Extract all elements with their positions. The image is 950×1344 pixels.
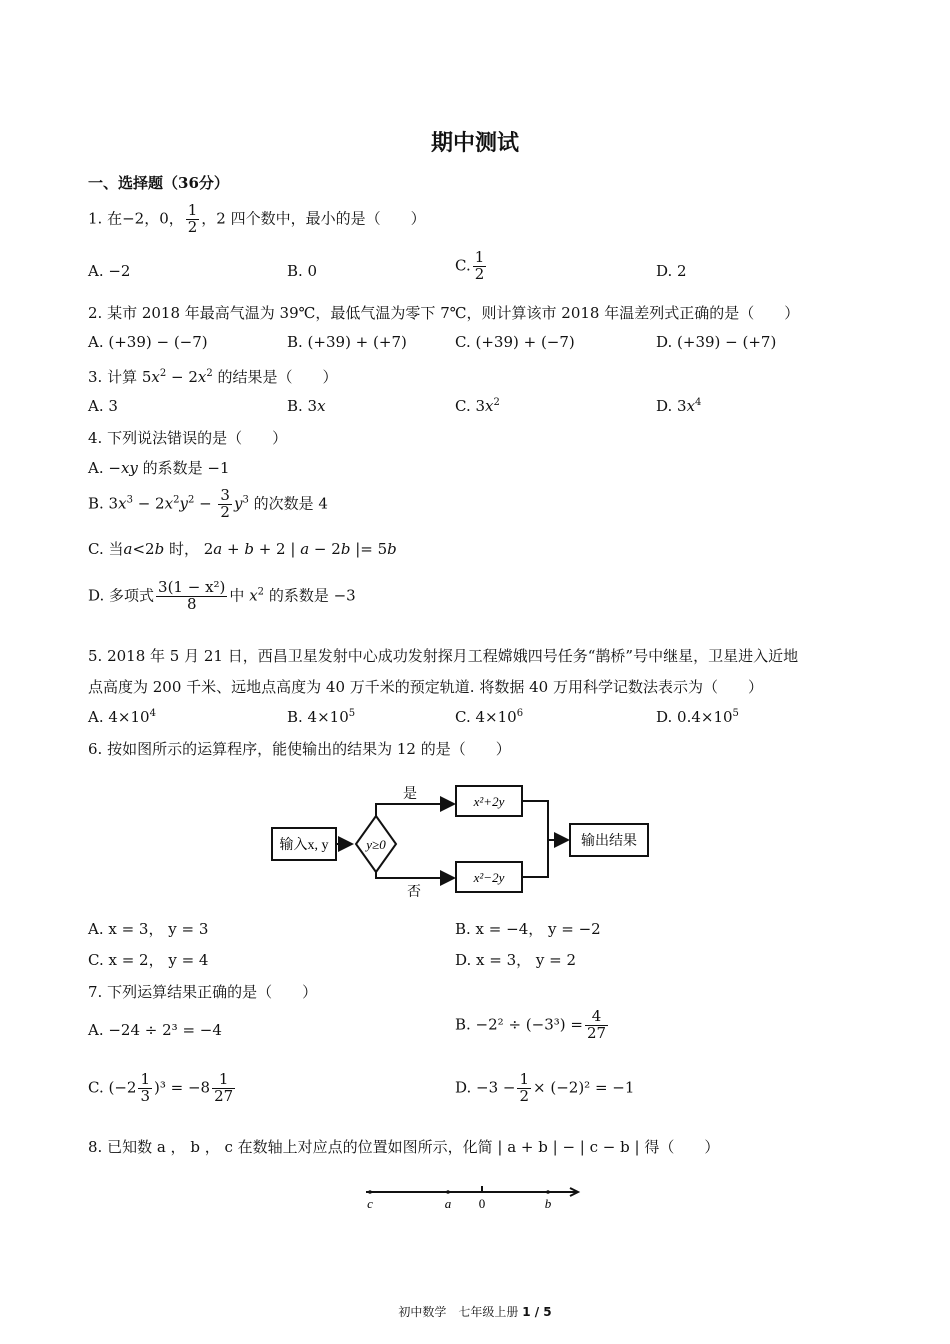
q5-option-b[interactable]: B. $4\times 10^5$ <box>287 708 356 726</box>
q3-option-a[interactable]: A. 3 <box>88 397 118 415</box>
q1-option-b[interactable]: B. 0 <box>287 262 318 280</box>
number-line <box>362 1182 582 1214</box>
q5-option-d[interactable]: D. $0.4\times 10^5$ <box>656 708 739 726</box>
section-heading: 一、选择题（36分） <box>88 174 229 192</box>
q7-option-d[interactable]: D. −3 − $\frac{1}{2}$ × (−2)² = −1 <box>455 1070 635 1105</box>
q7-option-c[interactable]: C. (−2 $\frac{1}{3}$ )³ = −8 $\frac{1}{27}$ <box>88 1070 234 1105</box>
flow-top-expr: x²+2y <box>473 794 505 809</box>
q5-option-c[interactable]: C. $4\times 10^6$ <box>455 708 524 726</box>
flowchart <box>270 770 654 902</box>
q6-option-d[interactable]: D. x = 3， y = 2 <box>455 951 577 969</box>
page-title: 期中测试 <box>430 130 519 156</box>
q2-option-d[interactable]: D. (+39) − (+7) <box>656 333 777 351</box>
q5-option-a[interactable]: A. $4\times 10^4$ <box>88 708 156 726</box>
q1-option-d[interactable]: D. 2 <box>656 262 687 280</box>
question-5-line2: 点高度为 200 千米、远地点高度为 40 万千米的预定轨道. 将数据 40 万用科学记数法表示为（ ） <box>88 678 763 696</box>
flow-input-label: 输入x, y <box>279 838 329 853</box>
q2-option-b[interactable]: B. (+39) + (+7) <box>287 333 407 351</box>
numline-label-b: b <box>544 1196 552 1211</box>
flow-bottom-expr: x²−2y <box>473 870 505 885</box>
q1-option-c[interactable]: C. $\frac{1}{2}$ <box>455 248 485 283</box>
flow-yes-label: 是 <box>403 787 417 802</box>
q2-option-a[interactable]: A. (+39) − (−7) <box>88 333 208 351</box>
page-footer: 初中数学 七年级上册 1 / 5 <box>398 1305 552 1319</box>
q2-option-c[interactable]: C. (+39) + (−7) <box>455 333 575 351</box>
q4-option-d[interactable]: D. 多项式 $\frac{\text{3(1 − x²)}}{8}$ 中 $x^2$ 的系数是 −3 <box>88 578 356 613</box>
flow-condition: y≥0 <box>366 837 386 852</box>
q6-option-a[interactable]: A. x = 3， y = 3 <box>88 920 209 938</box>
page-number: 1 / 5 <box>522 1305 552 1319</box>
q1-option-a[interactable]: A. −2 <box>88 262 131 280</box>
question-8-stem: 8. 已知数 a ， b ， c 在数轴上对应点的位置如图所示，化简 | a + b | − | c − b | 得（ ） <box>88 1138 720 1156</box>
q4-option-b[interactable]: B. $3x^3 - 2x^2y^2$ − $\frac{3}{2}$ $y^3$ 的次数是 4 <box>88 486 328 521</box>
question-1-stem: 1. 在−2，0， $\frac{1}{2}$ ，2 四个数中，最小的是（ ） <box>88 201 426 236</box>
numline-label-c: c <box>367 1196 373 1211</box>
q4-option-c[interactable]: C. 当a<2b 时， 2a + b + 2 | a − 2b |= 5b <box>88 540 397 558</box>
q7-option-a[interactable]: A. −24 ÷ 2³ = −4 <box>88 1021 222 1039</box>
question-7-stem: 7. 下列运算结果正确的是（ ） <box>88 983 318 1001</box>
flow-output-label: 输出结果 <box>581 834 637 849</box>
q6-option-b[interactable]: B. x = −4， y = −2 <box>455 920 601 938</box>
q3-option-c[interactable]: C. $3x^2$ <box>455 397 500 415</box>
q3-option-b[interactable]: B. 3x <box>287 397 326 415</box>
numline-label-zero: 0 <box>478 1196 486 1211</box>
q6-option-c[interactable]: C. x = 2， y = 4 <box>88 951 209 969</box>
q7-option-b[interactable]: B. −2² ÷ (−3³) = $\frac{4}{27}$ <box>455 1007 607 1042</box>
q4-option-a[interactable]: A. −xy 的系数是 −1 <box>88 459 230 477</box>
question-5-line1: 5. 2018 年 5 月 21 日，西昌卫星发射中心成功发射探月工程嫦娥四号任务“鹊桥”号中继星，卫星进入近地 <box>88 647 799 665</box>
numline-label-a: a <box>444 1196 452 1211</box>
fraction: $\frac{1}{2}$ <box>187 201 198 236</box>
q3-option-d[interactable]: D. $3x^4$ <box>656 397 702 415</box>
question-4-stem: 4. 下列说法错误的是（ ） <box>88 429 288 447</box>
flow-no-label: 否 <box>407 885 421 900</box>
question-6-stem: 6. 按如图所示的运算程序，能使输出的结果为 12 的是（ ） <box>88 740 511 758</box>
question-3-stem: 3. 计算 $5x^2 - 2x^2$ 的结果是（ ） <box>88 368 338 386</box>
question-2-stem: 2. 某市 2018 年最高气温为 39℃，最低气温为零下 7℃，则计算该市 2018 年温差列式正确的是（ ） <box>88 304 800 322</box>
